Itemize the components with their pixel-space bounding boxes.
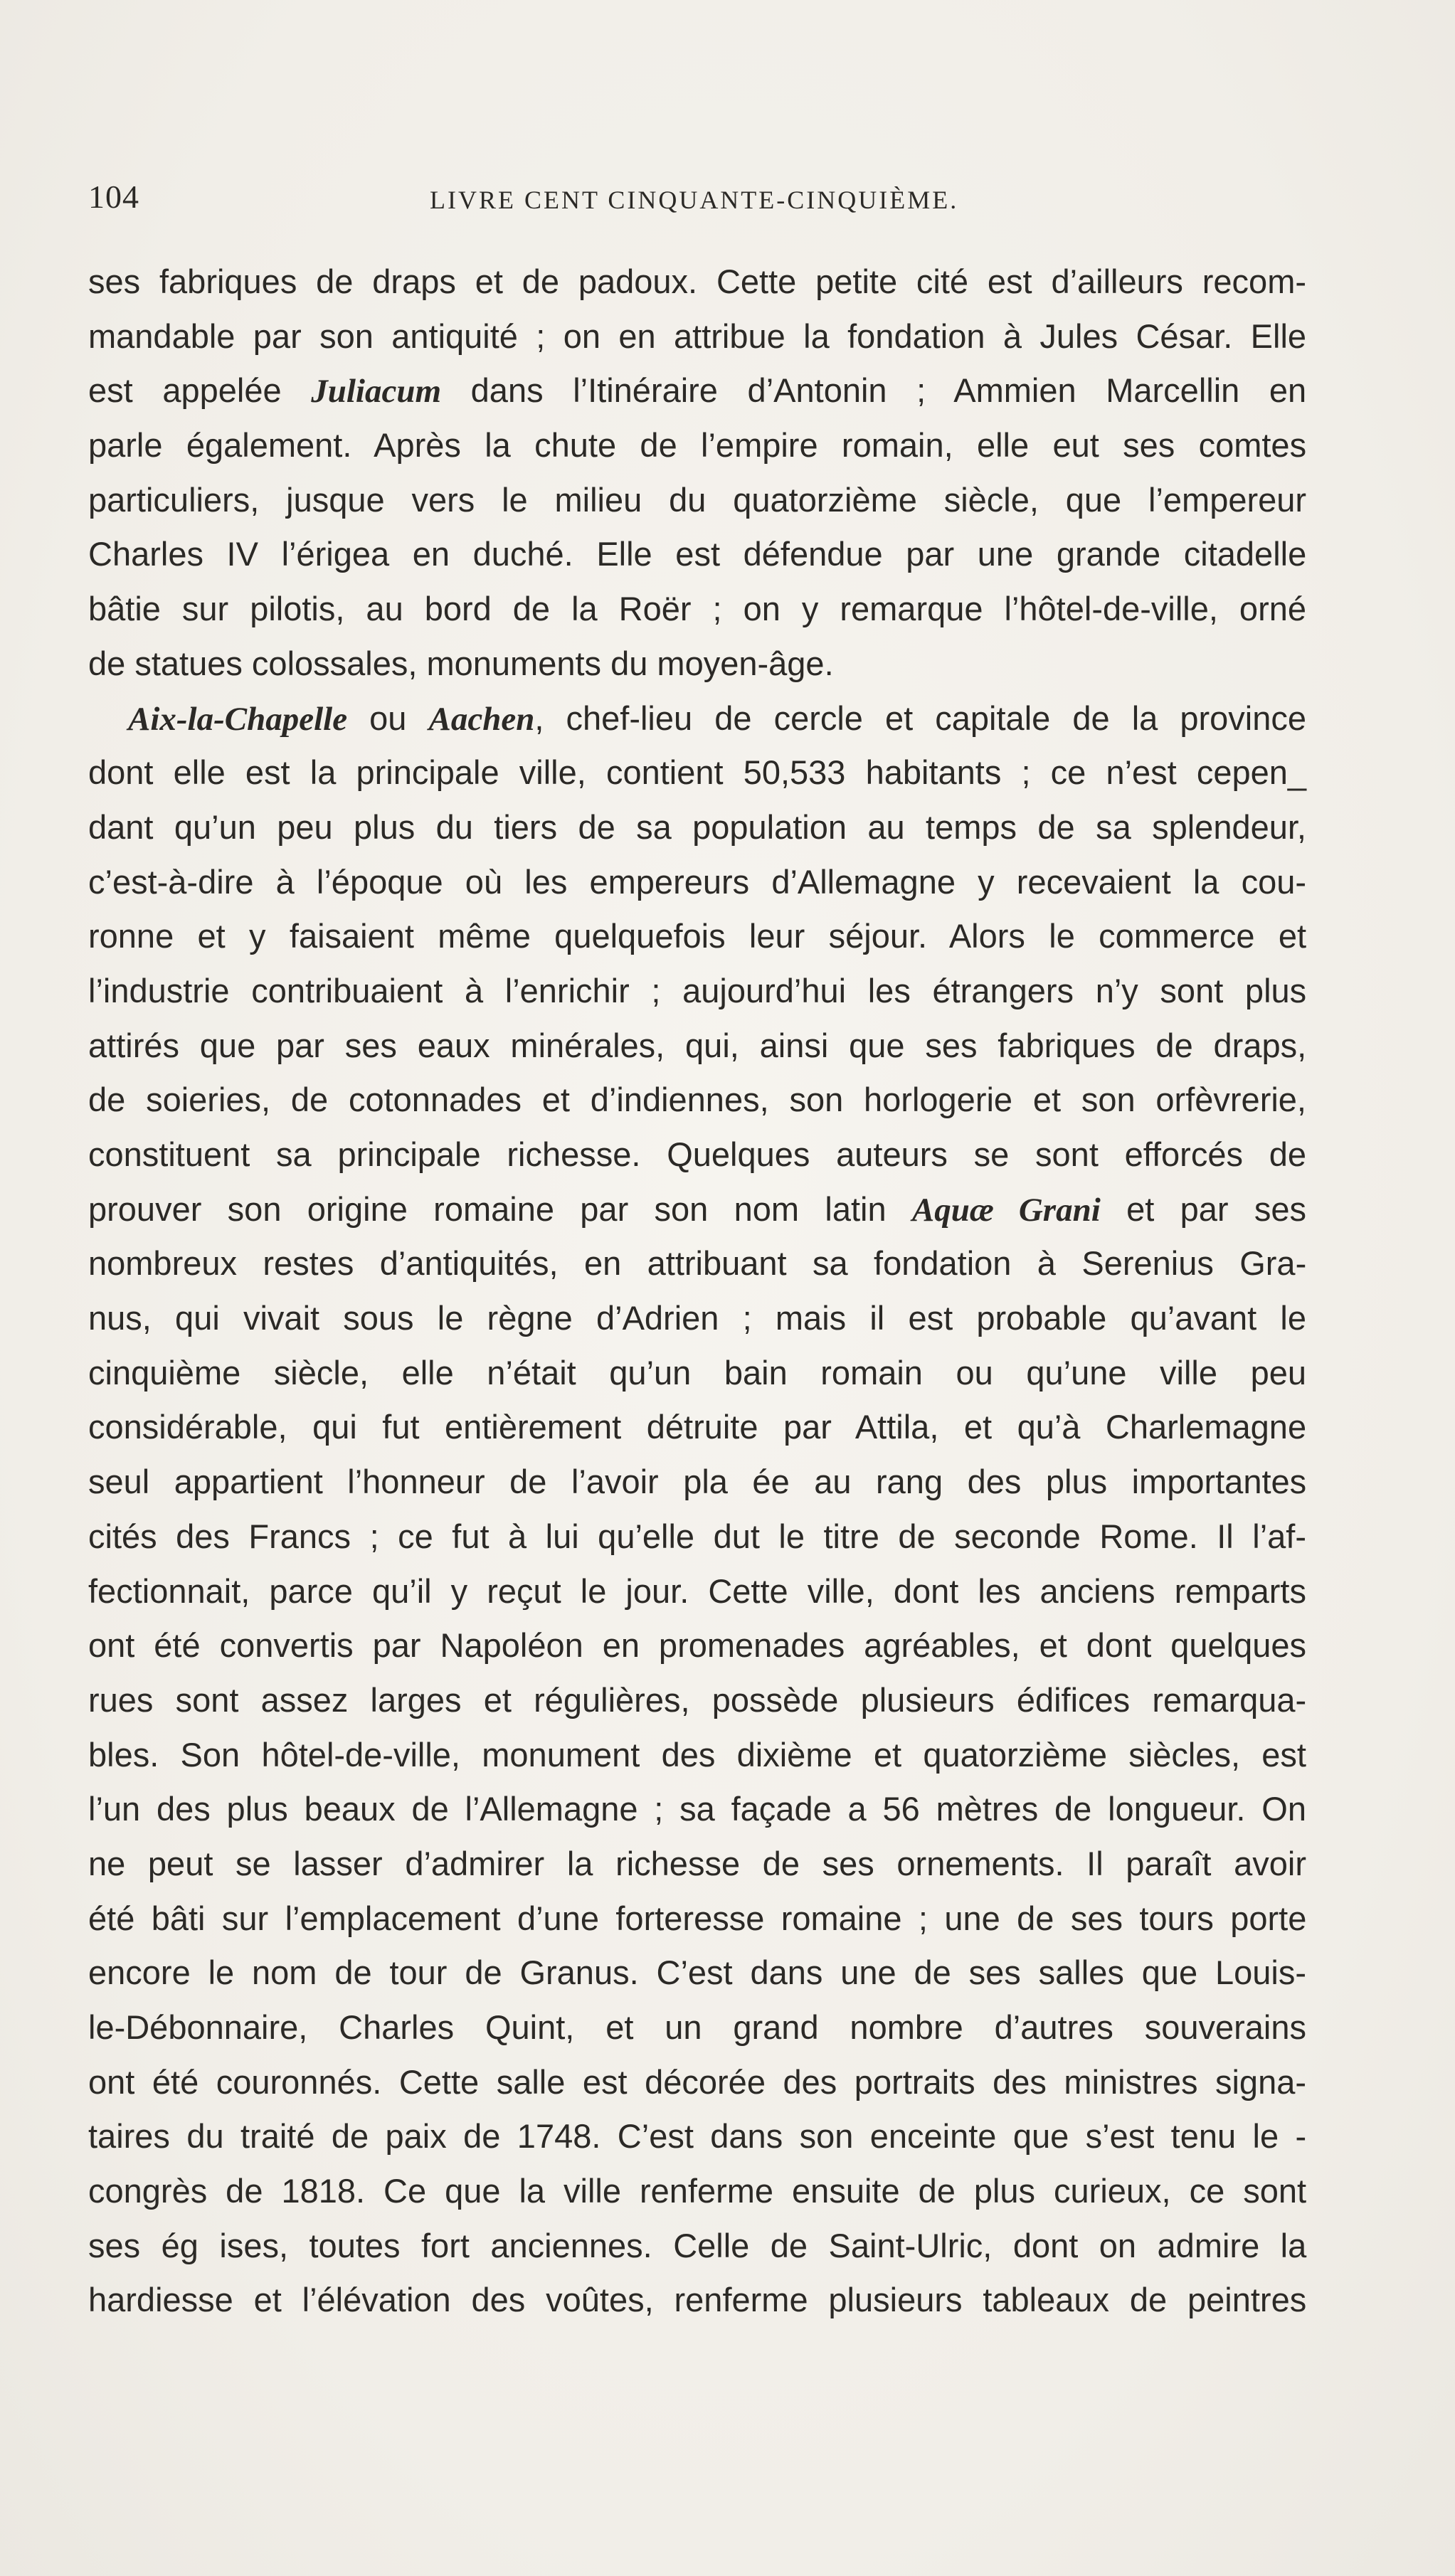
text-line: particuliers, jusque vers le milieu du quatorzième siècle, que l’empereur	[88, 480, 1307, 519]
text-line: est appelée Juliacum dans l’Itinéraire d’Antonin ; Ammien Marcellin en	[88, 371, 1307, 410]
text-line: Charles IV l’érigea en duché. Elle est défendue par une grande citadelle	[88, 535, 1307, 573]
text-line: dant qu’un peu plus du tiers de sa population au temps de sa splendeur,	[88, 807, 1306, 846]
text-line: nombreux restes d’antiquités, en attribuant sa fondation à Serenius Gra-	[88, 1244, 1307, 1283]
text-line: considérable, qui fut entièrement détruite par Attila, et qu’à Charlemagne	[88, 1408, 1307, 1446]
body-text	[88, 255, 1306, 2328]
text-line: le-Débonnaire, Charles Quint, et un grand nombre d’autres souverains	[88, 2008, 1306, 2046]
italic-term: Juliacum	[311, 373, 442, 410]
text-line: ronne et y faisaient même quelquefois leur séjour. Alors le commerce et	[88, 917, 1307, 955]
text-line: ses ég ises, toutes fort anciennes. Celle de Saint-Ulric, dont on admire la	[88, 2226, 1307, 2264]
text-line: bâtie sur pilotis, au bord de la Roër ; on y remarque l’hôtel-de-ville, orné	[88, 590, 1306, 628]
text-line: constituent sa principale richesse. Quelques auteurs se sont efforcés de	[88, 1135, 1306, 1173]
running-title: LIVRE CENT CINQUANTE-CINQUIÈME.	[430, 186, 959, 214]
text-line: hardiesse et l’élévation des voûtes, renferme plusieurs tableaux de peintres	[88, 2281, 1307, 2319]
page-number: 104	[88, 179, 139, 215]
text-line: encore le nom de tour de Granus. C’est dans une de ses salles que Louis-	[88, 1954, 1306, 1992]
text-line: l’industrie contribuaient à l’enrichir ; aujourd’hui les étrangers n’y sont plus	[88, 971, 1307, 1009]
italic-term: Aachen	[428, 700, 535, 738]
text-line: fectionnait, parce qu’il y reçut le jour. Cette ville, dont les anciens remparts	[88, 1571, 1306, 1610]
text-line: l’un des plus beaux de l’Allemagne ; sa façade a 56 mètres de longueur. On	[88, 1790, 1306, 1828]
text-line: rues sont assez larges et régulières, possède plusieurs édifices remarqua-	[88, 1680, 1307, 1719]
text-line: taires du traité de paix de 1748. C’est dans son enceinte que s’est tenu le -	[88, 2117, 1307, 2156]
text-line: seul appartient l’honneur de l’avoir pla ée au rang des plus importantes	[88, 1463, 1307, 1501]
text-line: nus, qui vivait sous le règne d’Adrien ; mais il est probable qu’avant le	[88, 1299, 1306, 1337]
text-line: ont été convertis par Napoléon en promenades agréables, et dont quelques	[88, 1626, 1306, 1665]
text-line: ont été couronnés. Cette salle est décorée des portraits des ministres signa-	[88, 2062, 1306, 2101]
text-line: de statues colossales, monuments du moyen-âge.	[88, 644, 834, 682]
page-header	[88, 178, 1306, 223]
text-line: ne peut se lasser d’admirer la richesse de ses ornements. Il paraît avoir	[88, 1844, 1306, 1882]
text-line: Aix-la-Chapelle ou Aachen, chef-lieu de cercle et capitale de la province	[128, 699, 1306, 738]
italic-term: Aquæ Grani	[911, 1191, 1101, 1229]
italic-term: Aix-la-Chapelle	[128, 700, 348, 738]
text-line: dont elle est la principale ville, contient 50,533 habitants ; ce n’est cepen_	[88, 753, 1307, 792]
text-line: cinquième siècle, elle n’était qu’un bain romain ou qu’une ville peu	[88, 1353, 1306, 1392]
text-line: ses fabriques de draps et de padoux. Cette petite cité est d’ailleurs recom-	[88, 263, 1306, 300]
text-line: bles. Son hôtel-de-ville, monument des dixième et quatorzième siècles, est	[88, 1735, 1306, 1774]
text-line: cités des Francs ; ce fut à lui qu’elle dut le titre de seconde Rome. Il l’af-	[88, 1517, 1306, 1555]
text-line: attirés que par ses eaux minérales, qui, ainsi que ses fabriques de draps,	[88, 1026, 1307, 1064]
text-line: été bâti sur l’emplacement d’une forteresse romaine ; une de ses tours porte	[88, 1899, 1307, 1937]
text-line: parle également. Après la chute de l’empire romain, elle eut ses comtes	[88, 426, 1307, 465]
text-line: prouver son origine romaine par son nom latin Aquæ Grani et par ses	[88, 1189, 1306, 1229]
text-line: c’est-à-dire à l’époque où les empereurs d’Allemagne y recevaient la cou-	[88, 862, 1306, 901]
text-line: mandable par son antiquité ; on en attribue la fondation à Jules César. Elle	[88, 317, 1307, 355]
text-line: congrès de 1818. Ce que la ville renferme ensuite de plus curieux, ce sont	[88, 2172, 1307, 2210]
text-line: de soieries, de cotonnades et d’indiennes, son horlogerie et son orfèvrerie,	[88, 1081, 1306, 1119]
